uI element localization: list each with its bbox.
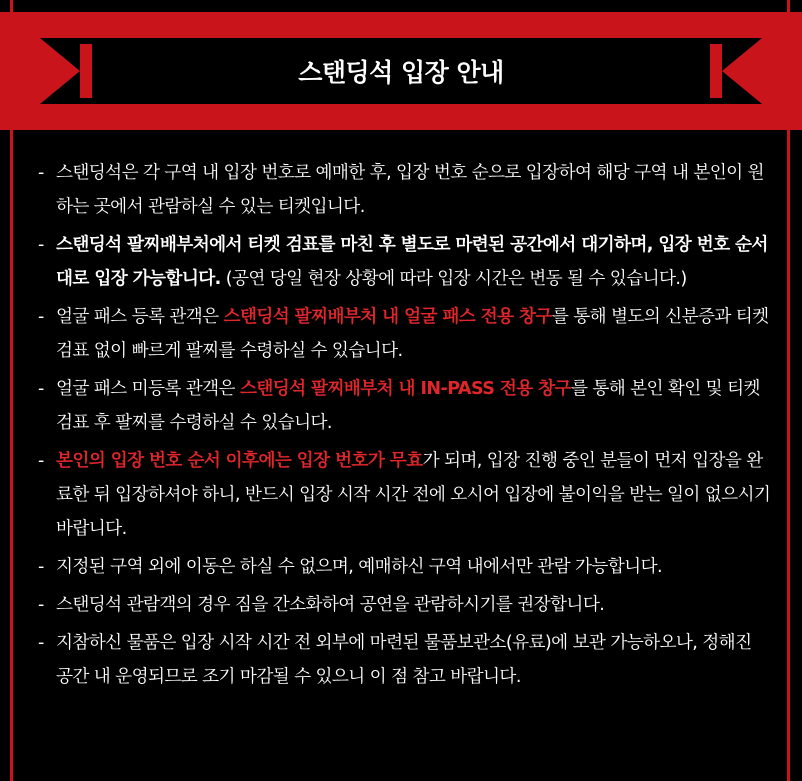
notice-item [38, 156, 772, 224]
notice-item [38, 228, 772, 296]
bullet-dash: - [38, 379, 44, 399]
notice-item [38, 444, 772, 546]
notice-text: 얼굴 패스 등록 관객은 [56, 307, 224, 327]
bullet-dash: - [38, 595, 44, 615]
bold-text: 스탠딩석 팔찌배부처에서 티켓 검표를 마친 후 별도로 마련된 공간에서 대기하며, 입장 번호 순서대로 입장 가능합니다. [56, 235, 768, 289]
notice-text: 를 통해 별도의 신분증과 티켓 검표 없이 빠르게 팔찌를 수령하실 수 있습니다. [56, 307, 769, 361]
notice-list [38, 156, 772, 698]
notice-text: 지정된 구역 외에 이동은 하실 수 없으며, 예매하신 구역 내에서만 관람 가능합니다. [56, 557, 662, 577]
notice-text: 스탠딩석 관람객의 경우 짐을 간소화하여 공연을 관람하시기를 권장합니다. [56, 595, 605, 615]
bullet-dash: - [38, 163, 44, 183]
bullet-dash: - [38, 235, 44, 255]
page-title: 스탠딩석 입장 안내 [298, 58, 504, 87]
notice-text: 스탠딩석은 각 구역 내 입장 번호로 예매한 후, 입장 번호 순으로 입장하여 해당 구역 내 본인이 원하는 곳에서 관람하실 수 있는 티켓입니다. [56, 163, 764, 217]
notice-text: 지참하신 물품은 입장 시작 시간 전 외부에 마련된 물품보관소(유료)에 보관 가능하오나, 정해진 공간 내 운영되므로 조기 마감될 수 있으니 이 점 참고 바랍니다. [56, 633, 752, 687]
highlight-text: 스탠딩석 팔찌배부처 내 얼굴 패스 전용 창구 [223, 307, 552, 327]
bullet-dash: - [38, 633, 44, 653]
notice-item [38, 372, 772, 440]
title-banner [0, 12, 802, 130]
bullet-dash: - [38, 307, 44, 327]
notice-item [38, 550, 772, 584]
highlight-text: 본인의 입장 번호 순서 이후에는 입장 번호가 무효 [56, 451, 423, 471]
notice-text: 를 통해 본인 확인 및 티켓 검표 후 팔찌를 수령하실 수 있습니다. [56, 379, 760, 433]
highlight-text: 스탠딩석 팔찌배부처 내 IN-PASS 전용 창구 [239, 379, 571, 399]
notice-item [38, 626, 772, 694]
bullet-dash: - [38, 557, 44, 577]
bullet-dash: - [38, 451, 44, 471]
notice-item [38, 588, 772, 622]
notice-text: 가 되며, 입장 진행 중인 분들이 먼저 입장을 완료한 뒤 입장하셔야 하니, 반드시 입장 시작 시간 전에 오시어 입장에 불이익을 받는 일이 없으시기 바랍니다. [56, 451, 771, 539]
notice-text: (공연 당일 현장 상황에 따라 입장 시간은 변동 될 수 있습니다.) [220, 269, 687, 289]
notice-text: 얼굴 패스 미등록 관객은 [56, 379, 240, 399]
notice-item [38, 300, 772, 368]
